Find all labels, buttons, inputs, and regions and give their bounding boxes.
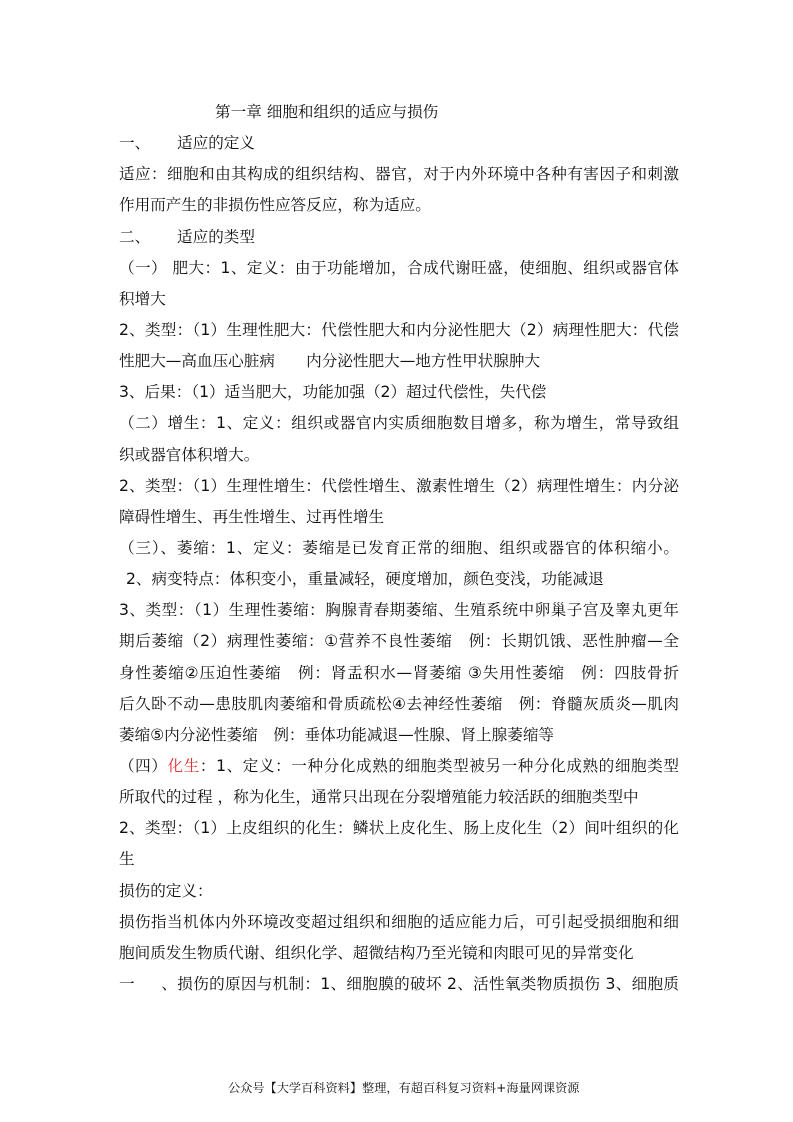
section-heading bbox=[119, 128, 679, 159]
line-text: 所取代的过程 ，称为化生，通常只出现在分裂增殖能力较活跃的细胞类型中 bbox=[119, 788, 639, 807]
document-body bbox=[119, 97, 679, 1000]
text-line bbox=[119, 315, 679, 346]
text-line bbox=[119, 253, 679, 284]
line-text: 2、类型：（1）上皮组织的化生：鳞状上皮化生、肠上皮化生（2）间叶组织的化 bbox=[119, 819, 679, 838]
text-line bbox=[119, 159, 679, 190]
text-line bbox=[119, 689, 679, 720]
text-line bbox=[119, 720, 679, 751]
text-line bbox=[119, 907, 679, 938]
section-heading bbox=[119, 222, 679, 253]
line-text: （一） 肥大：1、定义：由于功能增加，合成代谢旺盛，使细胞、组织或器官体 bbox=[119, 258, 679, 277]
text-line bbox=[119, 751, 679, 782]
line-text: 期后萎缩（2）病理性萎缩：①营养不良性萎缩 例：长期饥饿、恶性肿瘤—全 bbox=[119, 632, 679, 651]
text-line bbox=[119, 533, 679, 564]
line-text: 损伤的原因与机制：1、细胞膜的破坏 2、活性氧类物质损伤 3、细胞质 bbox=[177, 974, 679, 993]
line-text: 生 bbox=[119, 850, 135, 869]
text-line bbox=[119, 502, 679, 533]
text-line bbox=[119, 626, 679, 657]
text-line bbox=[119, 782, 679, 813]
line-text: 积增大 bbox=[119, 289, 166, 308]
highlighted-term: 化生 bbox=[167, 756, 200, 775]
text-line bbox=[119, 190, 679, 221]
line-text: 后久卧不动—患肢肌肉萎缩和骨质疏松④去神经性萎缩 例：脊髓灰质炎—肌肉 bbox=[119, 694, 679, 713]
line-text: 胞间质发生物质代谢、组织化学、超微结构乃至光镜和肉眼可见的异常变化 bbox=[119, 943, 634, 962]
text-line bbox=[119, 408, 679, 439]
line-text: 损伤指当机体内外环境改变超过组织和细胞的适应能力后，可引起受损细胞和细 bbox=[119, 912, 679, 931]
line-text: 性肥大—高血压心脏病 内分泌性肥大—地方性甲状腺肿大 bbox=[119, 352, 541, 371]
section-prefix: （四） bbox=[119, 756, 168, 775]
line-text: 身性萎缩②压迫性萎缩 例：肾盂积水—肾萎缩 ③失用性萎缩 例：四肢骨折 bbox=[119, 663, 679, 682]
text-line bbox=[119, 813, 679, 844]
line-text: 2、类型：（1）生理性增生：代偿性增生、激素性增生（2）病理性增生：内分泌 bbox=[119, 476, 679, 495]
line-text: ：1、定义：一种分化成熟的细胞类型被另一种分化成熟的细胞类型 bbox=[199, 756, 679, 775]
line-text: 作用而产生的非损伤性应答反应，称为适应。 bbox=[119, 196, 431, 215]
line-text: 萎缩⑤内分泌性萎缩 例：垂体功能减退—性腺、肾上腺萎缩等 bbox=[119, 725, 555, 744]
chapter-title: 第一章 细胞和组织的适应与损伤 bbox=[215, 103, 439, 121]
section-number: 一、 bbox=[119, 974, 177, 993]
text-line bbox=[119, 564, 679, 595]
line-text: 损伤的定义： bbox=[119, 881, 213, 900]
line-text: 3、后果：（1）适当肥大，功能加强（2）超过代偿性，失代偿 bbox=[119, 383, 547, 402]
text-line bbox=[119, 876, 679, 907]
line-text: （三）、萎缩：1、定义：萎缩是已发育正常的细胞、组织或器官的体积缩小。 bbox=[119, 538, 679, 557]
text-line bbox=[119, 471, 679, 502]
line-text: 适应的类型 bbox=[177, 227, 255, 246]
text-line bbox=[119, 844, 679, 875]
text-line bbox=[119, 284, 679, 315]
section-heading bbox=[119, 969, 679, 1000]
text-line bbox=[119, 346, 679, 377]
line-text: 障碍性增生、再生性增生、过再性增生 bbox=[119, 507, 385, 526]
text-line bbox=[119, 938, 679, 969]
section-number: 二、 bbox=[119, 227, 151, 246]
line-text: 2、病变特点：体积变小，重量减轻，硬度增加，颜色变浅，功能减退 bbox=[126, 570, 604, 589]
line-text: 2、类型：（1）生理性肥大：代偿性肥大和内分泌性肥大（2）病理性肥大：代偿 bbox=[119, 320, 679, 339]
line-text: 适应的定义 bbox=[177, 134, 255, 153]
footer-note: 公众号【大学百科资料】整理，有超百科复习资料+海量网课资源 bbox=[228, 1081, 580, 1095]
line-text: 织或器官体积增大。 bbox=[119, 445, 260, 464]
text-line bbox=[119, 658, 679, 689]
text-line bbox=[119, 377, 679, 408]
line-text: 3、类型：（1）生理性萎缩：胸腺青春期萎缩、生殖系统中卵巢子宫及睾丸更年 bbox=[119, 601, 679, 620]
line-text: （二）增生：1、定义：组织或器官内实质细胞数目增多，称为增生，常导致组 bbox=[119, 414, 679, 433]
text-line bbox=[119, 595, 679, 626]
text-line bbox=[119, 440, 679, 471]
section-number: 一、 bbox=[119, 134, 151, 153]
line-text: 适应：细胞和由其构成的组织结构、器官，对于内外环境中各种有害因子和刺激 bbox=[119, 165, 679, 184]
